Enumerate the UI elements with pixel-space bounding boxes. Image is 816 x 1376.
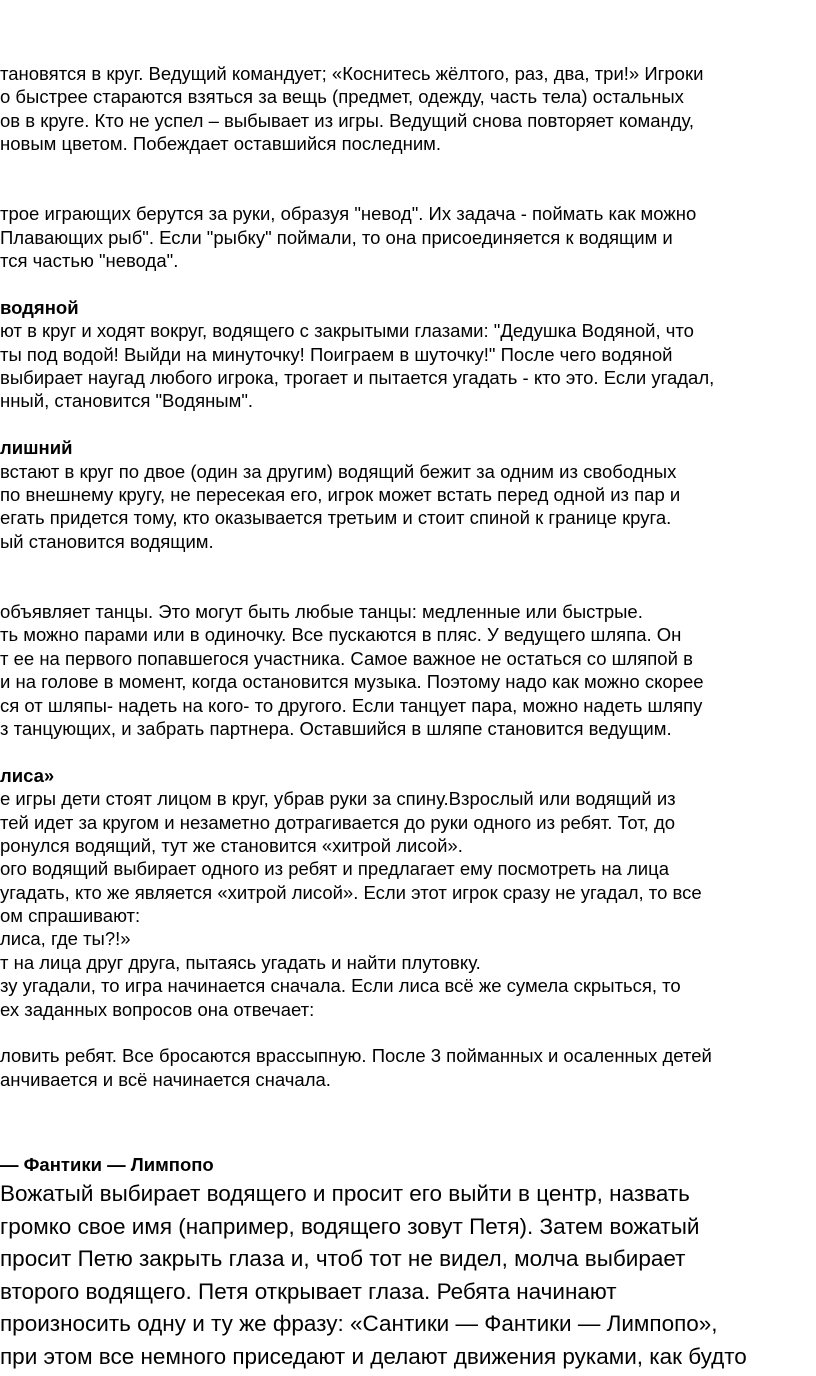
blank-line — [0, 553, 816, 576]
text-line: е игры дети стоят лицом в круг, убрав руки за спину.Взрослый или водящий из — [0, 788, 676, 810]
text-line: ого водящий выбирает одного из ребят и предлагает ему посмотреть на лица — [0, 858, 669, 880]
paragraph-line: второго водящего. Петя открывает глаза. Ребята начинают — [0, 1278, 617, 1304]
section-heading: — Фантики — Лимпопо — [0, 1154, 214, 1175]
text-line: т ее на первого попавшегося участника. Самое важное не остаться со шляпой в — [0, 647, 693, 669]
paragraph-line: при этом все немного приседают и делают движения руками, как будто — [0, 1343, 747, 1369]
text-line: ронулся водящий, тут же становится «хитрой лисой». — [0, 834, 463, 856]
paragraph-line: громко свое имя (например, водящего зовут Петя). Затем вожатый — [0, 1213, 700, 1239]
paragraph-line: просит Петю закрыть глаза и, чтоб тот не видел, молча выбирает — [0, 1246, 686, 1272]
text-line: ют в круг и ходят вокруг, водящего с закрытыми глазами: "Дедушка Водяной, что — [0, 320, 694, 342]
text-line: объявляет танцы. Это могут быть любые танцы: медленные или быстрые. — [0, 600, 643, 622]
blank-line — [0, 156, 816, 179]
santiki-fantiki-section — [0, 1152, 816, 1374]
text-line: Плавающих рыб". Если "рыбку" поймали, то она присоединяется к водящим и — [0, 226, 673, 248]
text-line: ловить ребят. Все бросаются врассыпную. После 3 пойманных и осаленных детей — [0, 1045, 712, 1067]
blank-line — [0, 413, 816, 436]
text-line: тся частью "невода". — [0, 250, 179, 272]
text-line: ть можно парами или в одиночку. Все пускаются в пляс. У ведущего шляпа. Он — [0, 624, 682, 646]
text-line: новым цветом. Побеждает оставшийся последним. — [0, 133, 442, 155]
text-line: ом спрашивают: — [0, 905, 141, 927]
game-heading: водяной — [0, 296, 79, 318]
blank-line — [0, 1021, 816, 1044]
text-line: зу угадали, то игра начинается сначала. Если лиса всё же сумела скрыться, то — [0, 975, 681, 997]
text-line: ты под водой! Выйди на минуточку! Поиграем в шуточку!" После чего водяной — [0, 343, 673, 365]
blank-line — [0, 179, 816, 202]
text-line: ех заданных вопросов она отвечает: — [0, 998, 315, 1020]
text-line: и на голове в момент, когда остановится музыка. Поэтому надо как можно скорее — [0, 671, 704, 693]
text-line: з танцующих, и забрать партнера. Оставшийся в шляпе становится ведущим. — [0, 717, 672, 739]
game-heading: лишний — [0, 437, 73, 459]
text-line: о быстрее стараются взяться за вещь (предмет, одежду, часть тела) остальных — [0, 86, 684, 108]
text-line: тановятся в круг. Ведущий командует; «Коснитесь жёлтого, раз, два, три!» Игроки — [0, 63, 704, 84]
text-line: лиса, где ты?!» — [0, 928, 131, 950]
text-line: нный, становится "Водяным". — [0, 390, 254, 412]
text-line: т на лица друг друга, пытаясь угадать и найти плутовку. — [0, 951, 481, 973]
text-line: егать придется тому, кто оказывается третьим и стоит спиной к границе круга. — [0, 507, 672, 529]
text-line: по внешнему кругу, не пересекая его, игрок может встать перед одной из пар и — [0, 484, 681, 506]
blank-line — [0, 273, 816, 296]
text-line: угадать, кто же является «хитрой лисой». Если этот игрок сразу не угадал, то все — [0, 881, 702, 903]
text-line: трое играющих берутся за руки, образуя "невод". Их задача - поймать как можно — [0, 203, 697, 225]
text-line: ся от шляпы- надеть на кого- то другого. Если танцует пара, можно надеть шляпу — [0, 694, 703, 716]
text-line: ый становится водящим. — [0, 530, 214, 552]
paragraph-line: Вожатый выбирает водящего и просит его выйти в центр, назвать — [0, 1181, 690, 1206]
text-line: ов в круге. Кто не успел – выбывает из игры. Ведущий снова повторяет команду, — [0, 109, 695, 131]
paragraph-line: произносить одну и ту же фразу: «Сантики — Фантики — Лимпопо», — [0, 1311, 718, 1337]
game-heading: лиса» — [0, 764, 55, 786]
text-line: встают в круг по двое (один за другим) водящий бежит за одним из свободных — [0, 460, 677, 482]
blank-line — [0, 740, 816, 763]
text-line: анчивается и всё начинается сначала. — [0, 1068, 331, 1090]
text-line: тей идет за кругом и незаметно дотрагивается до руки одного из ребят. Тот, до — [0, 811, 676, 833]
games-text-section — [0, 62, 816, 1091]
blank-line — [0, 577, 816, 600]
text-line: выбирает наугад любого игрока, трогает и пытается угадать - кто это. Если угадал, — [0, 367, 715, 389]
